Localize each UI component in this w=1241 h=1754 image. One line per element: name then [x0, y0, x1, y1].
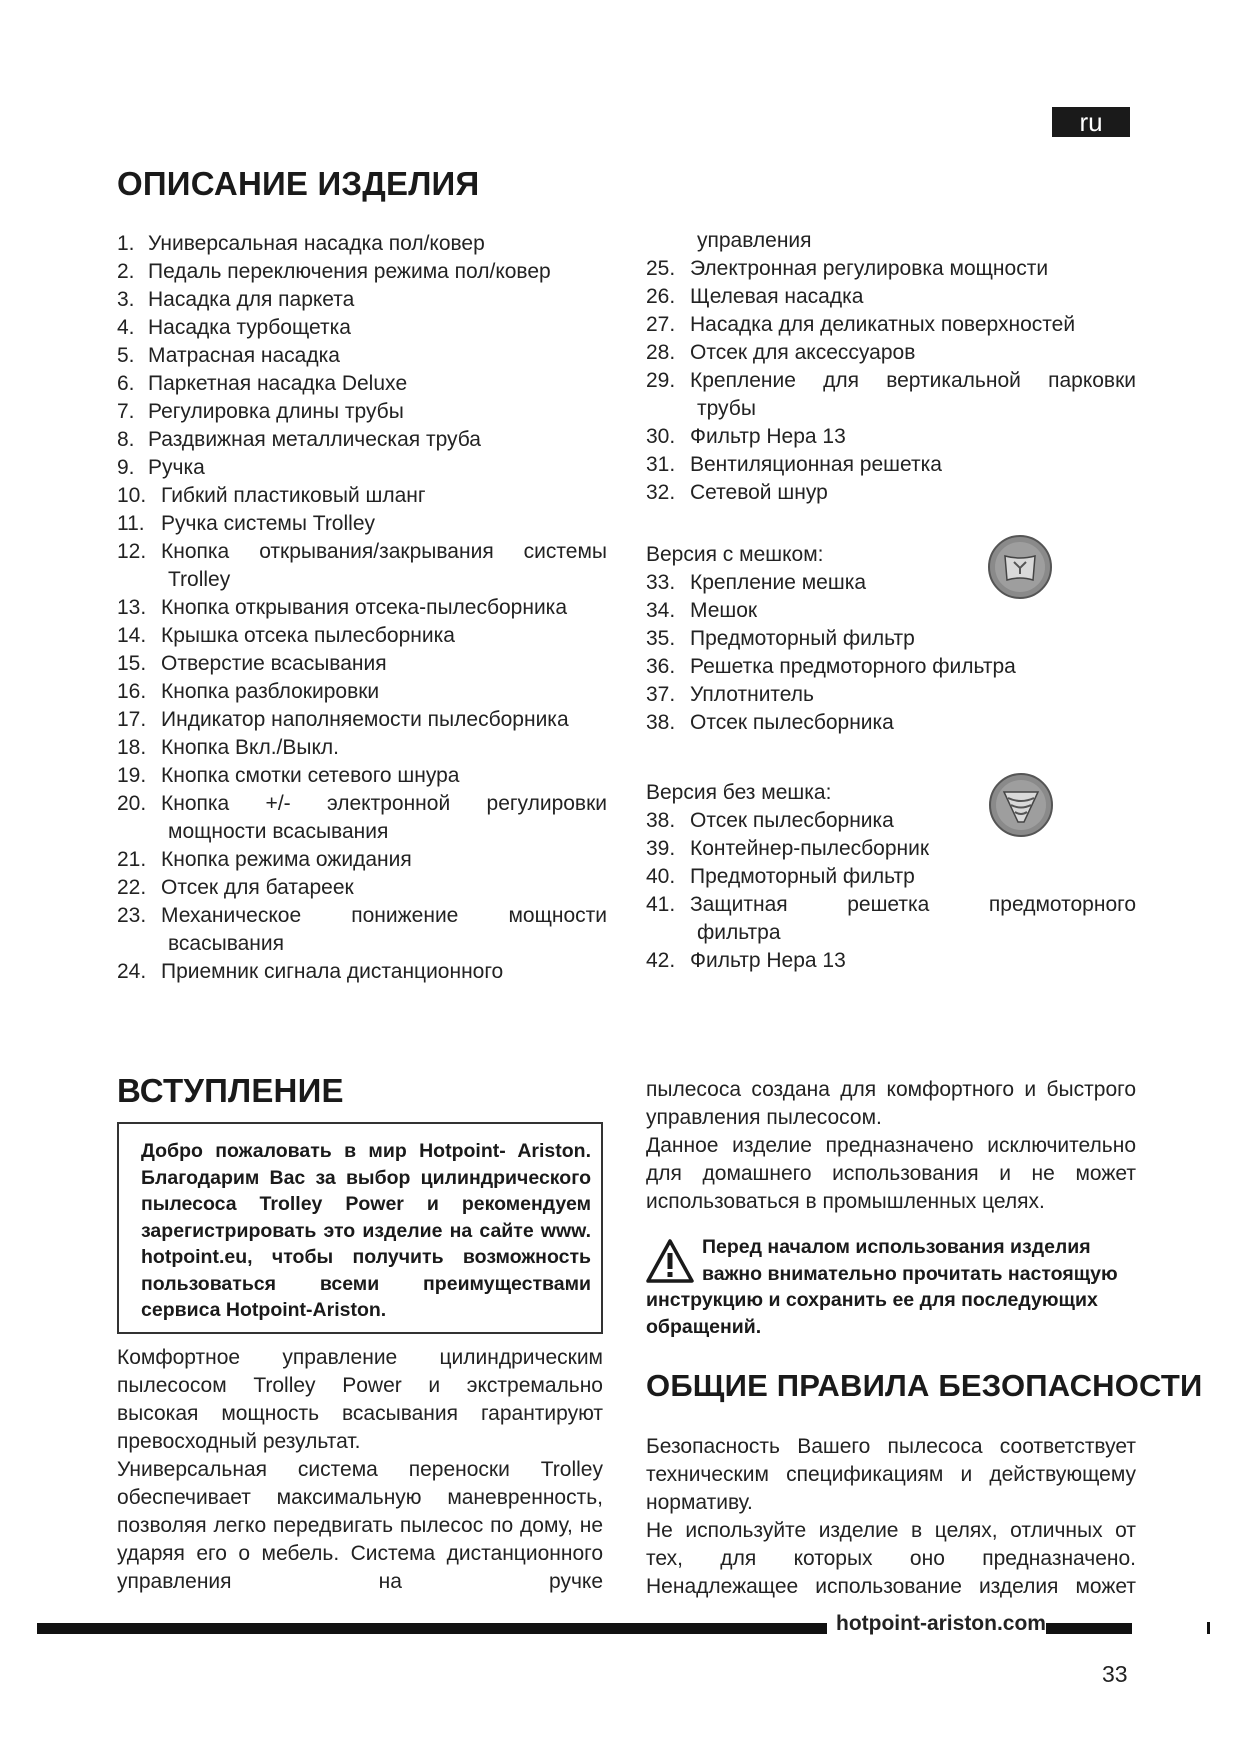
footer-rule — [37, 1623, 827, 1634]
list-item-text: Отверстие всасывания — [161, 652, 387, 675]
list-item-text: Предмоторный фильтр — [690, 627, 915, 650]
list-item — [646, 451, 1136, 479]
list-item-number: 27. — [646, 313, 676, 336]
list-item — [646, 625, 1136, 653]
list-item-continuation: Trolley — [168, 568, 231, 591]
list-item-number: 35. — [646, 627, 676, 650]
list-item-number: 31. — [646, 453, 676, 476]
list-item — [117, 426, 607, 454]
section-title-introduction: ВСТУПЛЕНИЕ — [117, 1072, 344, 1109]
list-item-text: Отсек пылесборника — [690, 809, 894, 832]
intro-paragraph: пылесоса создана для комфортного и быстрого управления пылесосом. — [646, 1078, 1136, 1129]
list-item-text: Сетевой шнур — [690, 481, 828, 504]
list-item — [117, 902, 607, 930]
list-item-number: 22. — [117, 876, 147, 899]
list-item-number: 9. — [117, 456, 135, 479]
bag-icon — [987, 534, 1053, 600]
list-item-number: 21. — [117, 848, 147, 871]
warning-icon — [646, 1238, 694, 1284]
intro-paragraph: Универсальная система переноски Trolley обеспечивает максимальную маневренность, позволяя легко передвигать пылесос по дому, не ударяя его о мебель. Система дистанционного управления на ручке — [117, 1458, 603, 1593]
list-item — [117, 846, 607, 874]
list-item-number: 15. — [117, 652, 147, 675]
welcome-line: Добро пожаловать в мир Hotpoint- Ariston. — [141, 1140, 591, 1162]
list-item-number: 40. — [646, 865, 676, 888]
list-item — [646, 807, 1136, 835]
list-item-number: 33. — [646, 571, 676, 594]
section-title-safety-rules: ОБЩИЕ ПРАВИЛА БЕЗОПАСНОСТИ — [646, 1368, 1203, 1403]
safety-text — [646, 1433, 1136, 1601]
list-item — [646, 283, 1136, 311]
list-item — [646, 947, 1136, 975]
list-item-number: 2. — [117, 260, 135, 283]
list-item-number: 38. — [646, 809, 676, 832]
list-item-number: 12. — [117, 540, 147, 563]
list-item-text: Мешок — [690, 599, 758, 622]
list-item — [646, 255, 1136, 283]
list-item — [117, 370, 607, 398]
welcome-line: hotpoint.eu, чтобы получить возможность — [141, 1246, 591, 1268]
list-item-text: Кнопка режима ожидания — [161, 848, 412, 871]
list-item-text: Кнопка открывания отсека-пылесборника — [161, 596, 568, 619]
list-item-number: 24. — [117, 960, 147, 983]
bagless-version-list — [646, 807, 1136, 975]
list-item-number: 29. — [646, 369, 676, 392]
list-item — [117, 230, 607, 258]
list-item — [646, 835, 1136, 863]
list-item-text: Электронная регулировка мощности — [690, 257, 1049, 280]
list-item-text: Защитная решетка предмоторного — [690, 893, 1136, 916]
list-item — [117, 874, 607, 902]
list-item-text: Ручка — [148, 456, 205, 479]
list-item-text: Насадка турбощетка — [148, 316, 351, 339]
list-item-number: 42. — [646, 949, 676, 972]
list-item-text: Насадка для деликатных поверхностей — [690, 313, 1076, 336]
list-item-number: 6. — [117, 372, 135, 395]
list-item-number: 4. — [117, 316, 135, 339]
list-item — [117, 510, 607, 538]
list-item-number: 18. — [117, 736, 147, 759]
list-item-continuation: управления — [697, 229, 812, 252]
list-item-text: Кнопка Вкл./Выкл. — [161, 736, 340, 759]
list-item — [117, 622, 607, 650]
intro-paragraph: Данное изделие предназначено исключительно для домашнего использования и не может использоваться в промышленных целях. — [646, 1134, 1136, 1213]
list-item-text: Паркетная насадка Deluxe — [148, 372, 408, 395]
welcome-line: зарегистрировать это изделие на сайте www. — [141, 1219, 591, 1242]
parts-list-right-items — [646, 255, 1136, 507]
list-item — [117, 398, 607, 426]
list-item — [117, 734, 607, 762]
parts-list-left — [117, 230, 607, 986]
list-item-number: 3. — [117, 288, 135, 311]
list-item-number: 16. — [117, 680, 147, 703]
page-number: 33 — [1102, 1661, 1128, 1687]
list-item-text: Гибкий пластиковый шланг — [161, 484, 426, 507]
list-item-number: 26. — [646, 285, 676, 308]
welcome-line: Благодарим Вас за выбор цилиндрического — [141, 1166, 591, 1189]
list-item — [646, 339, 1136, 367]
list-item-text: Крепление для вертикальной парковки — [690, 369, 1136, 392]
list-item — [117, 678, 607, 706]
list-item — [117, 482, 607, 510]
list-item-text: Крепление мешка — [690, 571, 867, 594]
list-item-text: Универсальная насадка пол/ковер — [148, 232, 485, 255]
safety-paragraph: Не используйте изделие в целях, отличных от тех, для которых оно предназначено. Ненадлежащее использование изделия может — [646, 1519, 1136, 1598]
list-item — [117, 958, 607, 986]
list-item-number: 41. — [646, 893, 676, 916]
list-item-text: Кнопка разблокировки — [161, 680, 380, 703]
list-item-text: Кнопка +/- электронной регулировки — [161, 792, 607, 815]
language-badge: ru — [1052, 107, 1130, 137]
list-item-number: 17. — [117, 708, 147, 731]
list-item-continuation: трубы — [697, 397, 756, 420]
list-item-text: Кнопка открывания/закрывания системы — [161, 540, 607, 563]
introduction-text-left — [117, 1344, 603, 1596]
list-item-text: Насадка для паркета — [148, 288, 355, 311]
list-item-continuation: всасывания — [168, 932, 284, 955]
list-item-number: 10. — [117, 484, 147, 507]
list-item — [117, 650, 607, 678]
list-item-text: Матрасная насадка — [148, 344, 340, 367]
list-item — [646, 863, 1136, 891]
list-item — [646, 681, 1136, 709]
list-item — [646, 479, 1136, 507]
list-item-text: Регулировка длины трубы — [148, 400, 404, 423]
intro-paragraph: Комфортное управление цилиндрическим пылесосом Trolley Power и экстремально высокая мощность всасывания гарантируют превосходный результат. — [117, 1346, 603, 1453]
footer-rule — [1046, 1623, 1132, 1634]
warning-notice — [646, 1234, 1136, 1340]
cyclone-icon — [988, 772, 1054, 838]
list-item-text: Фильтр Hepa 13 — [690, 425, 846, 448]
footer-website: hotpoint-ariston.com — [836, 1612, 1046, 1635]
welcome-line: пылесоса Trolley Power и рекомендуем — [141, 1193, 591, 1215]
list-item-number: 19. — [117, 764, 147, 787]
list-item-text: Ручка системы Trolley — [161, 512, 375, 535]
bagless-version-title: Версия без мешка: — [646, 781, 832, 804]
list-item-number: 5. — [117, 344, 135, 367]
list-item-text: Контейнер-пылесборник — [690, 837, 930, 860]
section-title-product-description: ОПИСАНИЕ ИЗДЕЛИЯ — [117, 165, 480, 202]
list-item — [117, 594, 607, 622]
list-item-number: 28. — [646, 341, 676, 364]
list-item — [646, 423, 1136, 451]
list-item-number: 34. — [646, 599, 676, 622]
list-item-text: Щелевая насадка — [690, 285, 864, 308]
list-item — [117, 454, 607, 482]
list-item — [646, 367, 1136, 395]
list-item-number: 14. — [117, 624, 147, 647]
warning-text: Перед началом использования изделия важно внимательно прочитать настоящую инструкцию и сохранить ее для последующих обращений. — [646, 1236, 1118, 1338]
list-item-text: Отсек пылесборника — [690, 711, 894, 734]
list-item-number: 13. — [117, 596, 147, 619]
list-item-number: 37. — [646, 683, 676, 706]
list-item-text: Предмоторный фильтр — [690, 865, 915, 888]
list-item-text: Решетка предмоторного фильтра — [690, 655, 1016, 678]
list-item-text: Уплотнитель — [690, 683, 814, 706]
welcome-line: пользоваться всеми преимуществами — [141, 1272, 591, 1295]
list-item-number: 36. — [646, 655, 676, 678]
list-item-number: 39. — [646, 837, 676, 860]
welcome-box — [117, 1122, 603, 1334]
parts-list-right — [646, 227, 1136, 975]
list-item — [117, 286, 607, 314]
list-item-number: 1. — [117, 232, 135, 255]
list-item-text: Кнопка смотки сетевого шнура — [161, 764, 460, 787]
list-item — [117, 258, 607, 286]
welcome-line: сервиса Hotpoint-Ariston. — [141, 1299, 387, 1321]
list-item — [117, 538, 607, 566]
list-item-text: Отсек для аксессуаров — [690, 341, 916, 364]
list-item — [646, 597, 1136, 625]
safety-paragraph: Безопасность Вашего пылесоса соответствует техническим спецификациям и действующему нормативу. — [646, 1435, 1136, 1514]
list-item-number: 32. — [646, 481, 676, 504]
list-item-number: 30. — [646, 425, 676, 448]
list-item-text: Приемник сигнала дистанционного — [161, 960, 504, 983]
list-item — [646, 653, 1136, 681]
list-item — [117, 762, 607, 790]
list-item-number: 11. — [117, 512, 145, 535]
list-item — [646, 311, 1136, 339]
bag-version-list — [646, 569, 1136, 737]
list-item — [117, 706, 607, 734]
list-item-text: Раздвижная металлическая труба — [148, 428, 481, 451]
bag-version-title: Версия с мешком: — [646, 543, 824, 566]
list-item — [646, 891, 1136, 919]
list-item — [117, 314, 607, 342]
list-item-text: Отсек для батареек — [161, 876, 354, 899]
list-item-text: Педаль переключения режима пол/ковер — [148, 260, 551, 283]
list-item — [117, 790, 607, 818]
list-item-continuation: фильтра — [697, 921, 781, 944]
introduction-text-right — [646, 1076, 1136, 1216]
list-item — [646, 569, 1136, 597]
list-item-text: Фильтр Hepa 13 — [690, 949, 846, 972]
list-item-text: Вентиляционная решетка — [690, 453, 942, 476]
list-item-text: Индикатор наполняемости пылесборника — [161, 708, 569, 731]
list-item — [646, 709, 1136, 737]
page-edge-mark — [1207, 1622, 1210, 1634]
list-item-text: Крышка отсека пылесборника — [161, 624, 455, 647]
list-item-number: 23. — [117, 904, 147, 927]
list-item-number: 8. — [117, 428, 135, 451]
list-item-number: 25. — [646, 257, 676, 280]
list-item-continuation: мощности всасывания — [168, 820, 389, 843]
list-item-text: Механическое понижение мощности — [161, 904, 607, 927]
list-item-number: 7. — [117, 400, 135, 423]
list-item — [117, 342, 607, 370]
list-item-number: 38. — [646, 711, 676, 734]
list-item-number: 20. — [117, 792, 147, 815]
